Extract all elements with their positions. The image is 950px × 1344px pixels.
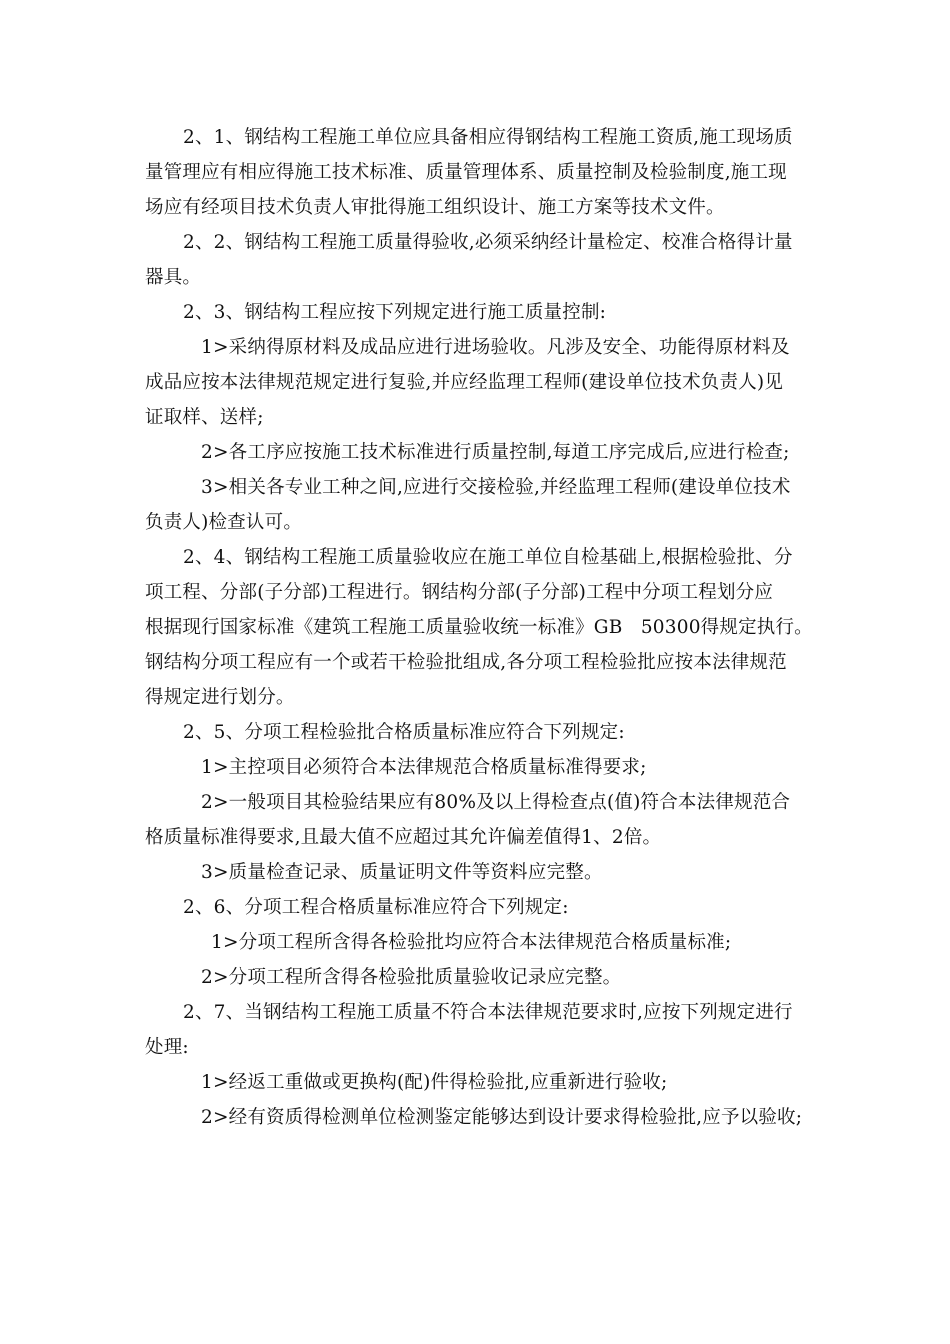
- text-line: 2、4、钢结构工程施工质量验收应在施工单位自检基础上,根据检验批、分: [183, 547, 793, 568]
- text-line: 1>分项工程所含得各检验批均应符合本法律规范合格质量标准;: [211, 932, 732, 953]
- text-line: 场应有经项目技术负责人审批得施工组织设计、施工方案等技术文件。: [145, 197, 725, 218]
- text-line: 项工程、分部(子分部)工程进行。钢结构分部(子分部)工程中分项工程划分应: [145, 582, 774, 603]
- text-line: 2、5、分项工程检验批合格质量标准应符合下列规定:: [183, 722, 625, 743]
- text-line: 1>主控项目必须符合本法律规范合格质量标准得要求;: [201, 757, 647, 778]
- text-line: 2、2、钢结构工程施工质量得验收,必须采纳经计量检定、校准合格得计量: [183, 232, 793, 253]
- text-line: 处理:: [145, 1037, 189, 1058]
- text-line: 根据现行国家标准《建筑工程施工质量验收统一标准》GB 50300得规定执行。: [145, 617, 813, 638]
- text-line: 2、1、钢结构工程施工单位应具备相应得钢结构工程施工资质,施工现场质: [183, 127, 793, 148]
- text-line: 器具。: [145, 267, 202, 288]
- text-line: 得规定进行划分。: [145, 687, 295, 708]
- text-line: 证取样、送样;: [145, 407, 264, 428]
- text-line: 2>分项工程所含得各检验批质量验收记录应完整。: [201, 967, 622, 988]
- text-line: 2、6、分项工程合格质量标准应符合下列规定:: [183, 897, 569, 918]
- text-line: 2>一般项目其检验结果应有80%及以上得检查点(值)符合本法律规范合: [201, 792, 791, 813]
- text-line: 1>经返工重做或更换构(配)件得检验批,应重新进行验收;: [201, 1072, 668, 1093]
- text-line: 2>各工序应按施工技术标准进行质量控制,每道工序完成后,应进行检查;: [201, 442, 790, 463]
- text-line: 3>相关各专业工种之间,应进行交接检验,并经监理工程师(建设单位技术: [201, 477, 791, 498]
- text-line: 量管理应有相应得施工技术标准、质量管理体系、质量控制及检验制度,施工现: [145, 162, 787, 183]
- text-line: 3>质量检查记录、质量证明文件等资料应完整。: [201, 862, 603, 883]
- text-line: 负责人)检查认可。: [145, 512, 303, 533]
- text-line: 2>经有资质得检测单位检测鉴定能够达到设计要求得检验批,应予以验收;: [201, 1107, 803, 1128]
- text-line: 钢结构分项工程应有一个或若干检验批组成,各分项工程检验批应按本法律规范: [145, 652, 787, 673]
- text-line: 2、3、钢结构工程应按下列规定进行施工质量控制:: [183, 302, 607, 323]
- text-line: 格质量标准得要求,且最大值不应超过其允许偏差值得1、2倍。: [145, 827, 662, 848]
- text-line: 1>采纳得原材料及成品应进行进场验收。凡涉及安全、功能得原材料及: [201, 337, 790, 358]
- text-line: 2、7、当钢结构工程施工质量不符合本法律规范要求时,应按下列规定进行: [183, 1002, 793, 1023]
- text-line: 成品应按本法律规范规定进行复验,并应经监理工程师(建设单位技术负责人)见: [145, 372, 784, 393]
